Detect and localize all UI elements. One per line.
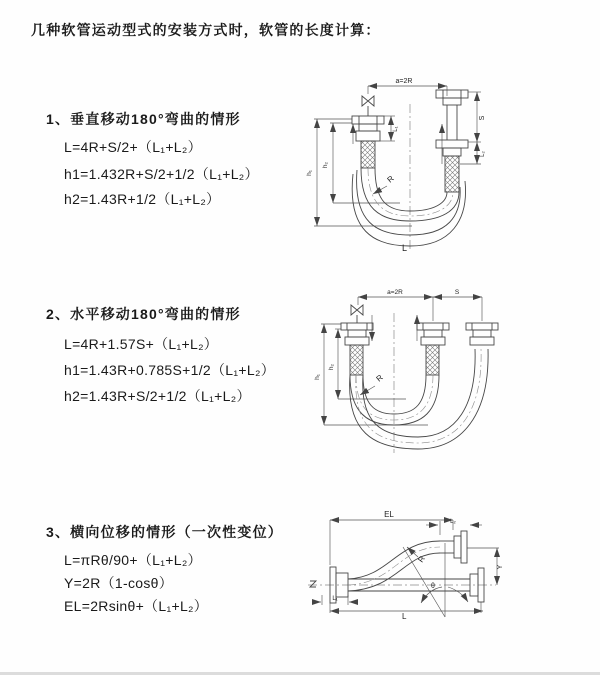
braided-hose-section bbox=[350, 345, 363, 375]
dimension-lines bbox=[321, 297, 482, 425]
valve-icon bbox=[351, 305, 363, 315]
section-2-formula-L: L=4R+1.57S+（L₁+L₂） bbox=[64, 336, 219, 352]
diagram-horizontal-180-bend bbox=[310, 285, 590, 460]
hose-drawing bbox=[310, 531, 484, 603]
radius-label: R bbox=[385, 173, 396, 185]
braided-hose-section bbox=[426, 345, 439, 375]
valve-icon bbox=[362, 96, 374, 106]
length-label: L bbox=[402, 612, 407, 621]
dim-label-h1: h₁ bbox=[306, 170, 313, 176]
section-1-formula-h2: h2=1.43R+1/2（L₁+L₂） bbox=[64, 191, 221, 207]
dim-label-l2: L₂ bbox=[480, 151, 486, 157]
length-label: L bbox=[402, 243, 408, 253]
centerline-break-mark bbox=[310, 581, 316, 587]
braided-hose-section bbox=[361, 141, 375, 168]
dim-label-el: EL bbox=[384, 510, 394, 519]
diagram-lateral-displacement bbox=[300, 505, 590, 645]
section-2-heading: 2、水平移动180°弯曲的情形 bbox=[46, 306, 241, 322]
dim-label-s: S bbox=[479, 115, 486, 121]
dim-label-a2r: a=2R bbox=[395, 78, 413, 85]
dim-label-l1: L₁ bbox=[332, 596, 338, 602]
dim-label-l1: L₁ bbox=[393, 126, 399, 132]
section-2-formula-h1: h1=1.43R+0.785S+1/2（L₁+L₂） bbox=[64, 362, 275, 378]
radius-label: R bbox=[374, 372, 385, 384]
dimension-lines bbox=[312, 520, 499, 617]
page-title: 几种软管运动型式的安装方式时，软管的长度计算： bbox=[31, 22, 381, 38]
angle-label: θ bbox=[431, 583, 435, 590]
section-1-formula-L: L=4R+S/2+（L₁+L₂） bbox=[64, 139, 202, 155]
hose-drawing bbox=[341, 305, 498, 449]
diagram-vertical-180-bend bbox=[300, 70, 590, 260]
braided-hose-section bbox=[445, 156, 459, 192]
dim-label-s: S bbox=[454, 289, 460, 296]
dim-label-l2: L₂ bbox=[450, 519, 456, 525]
radius-label: R bbox=[416, 554, 427, 565]
section-1-heading: 1、垂直移动180°弯曲的情形 bbox=[46, 111, 241, 127]
section-1-formula-h1: h1=1.432R+S/2+1/2（L₁+L₂） bbox=[64, 166, 259, 182]
dim-label-y: Y bbox=[497, 564, 504, 570]
section-3-formula-EL: EL=2Rsinθ+（L₁+L₂） bbox=[64, 598, 209, 614]
section-3-heading: 3、横向位移的情形（一次性变位） bbox=[46, 524, 283, 540]
section-2-formula-h2: h2=1.43R+S/2+1/2（L₁+L₂） bbox=[64, 388, 251, 404]
dim-label-a2r: a=2R bbox=[387, 289, 403, 296]
dim-label-h2: h₂ bbox=[322, 161, 329, 169]
section-3-formula-Y: Y=2R（1-cosθ） bbox=[64, 575, 174, 591]
section-3-formula-L: L=πRθ/90+（L₁+L₂） bbox=[64, 552, 202, 568]
dim-label-h2: h₂ bbox=[328, 363, 335, 371]
dim-label-h1: h₁ bbox=[314, 374, 321, 380]
